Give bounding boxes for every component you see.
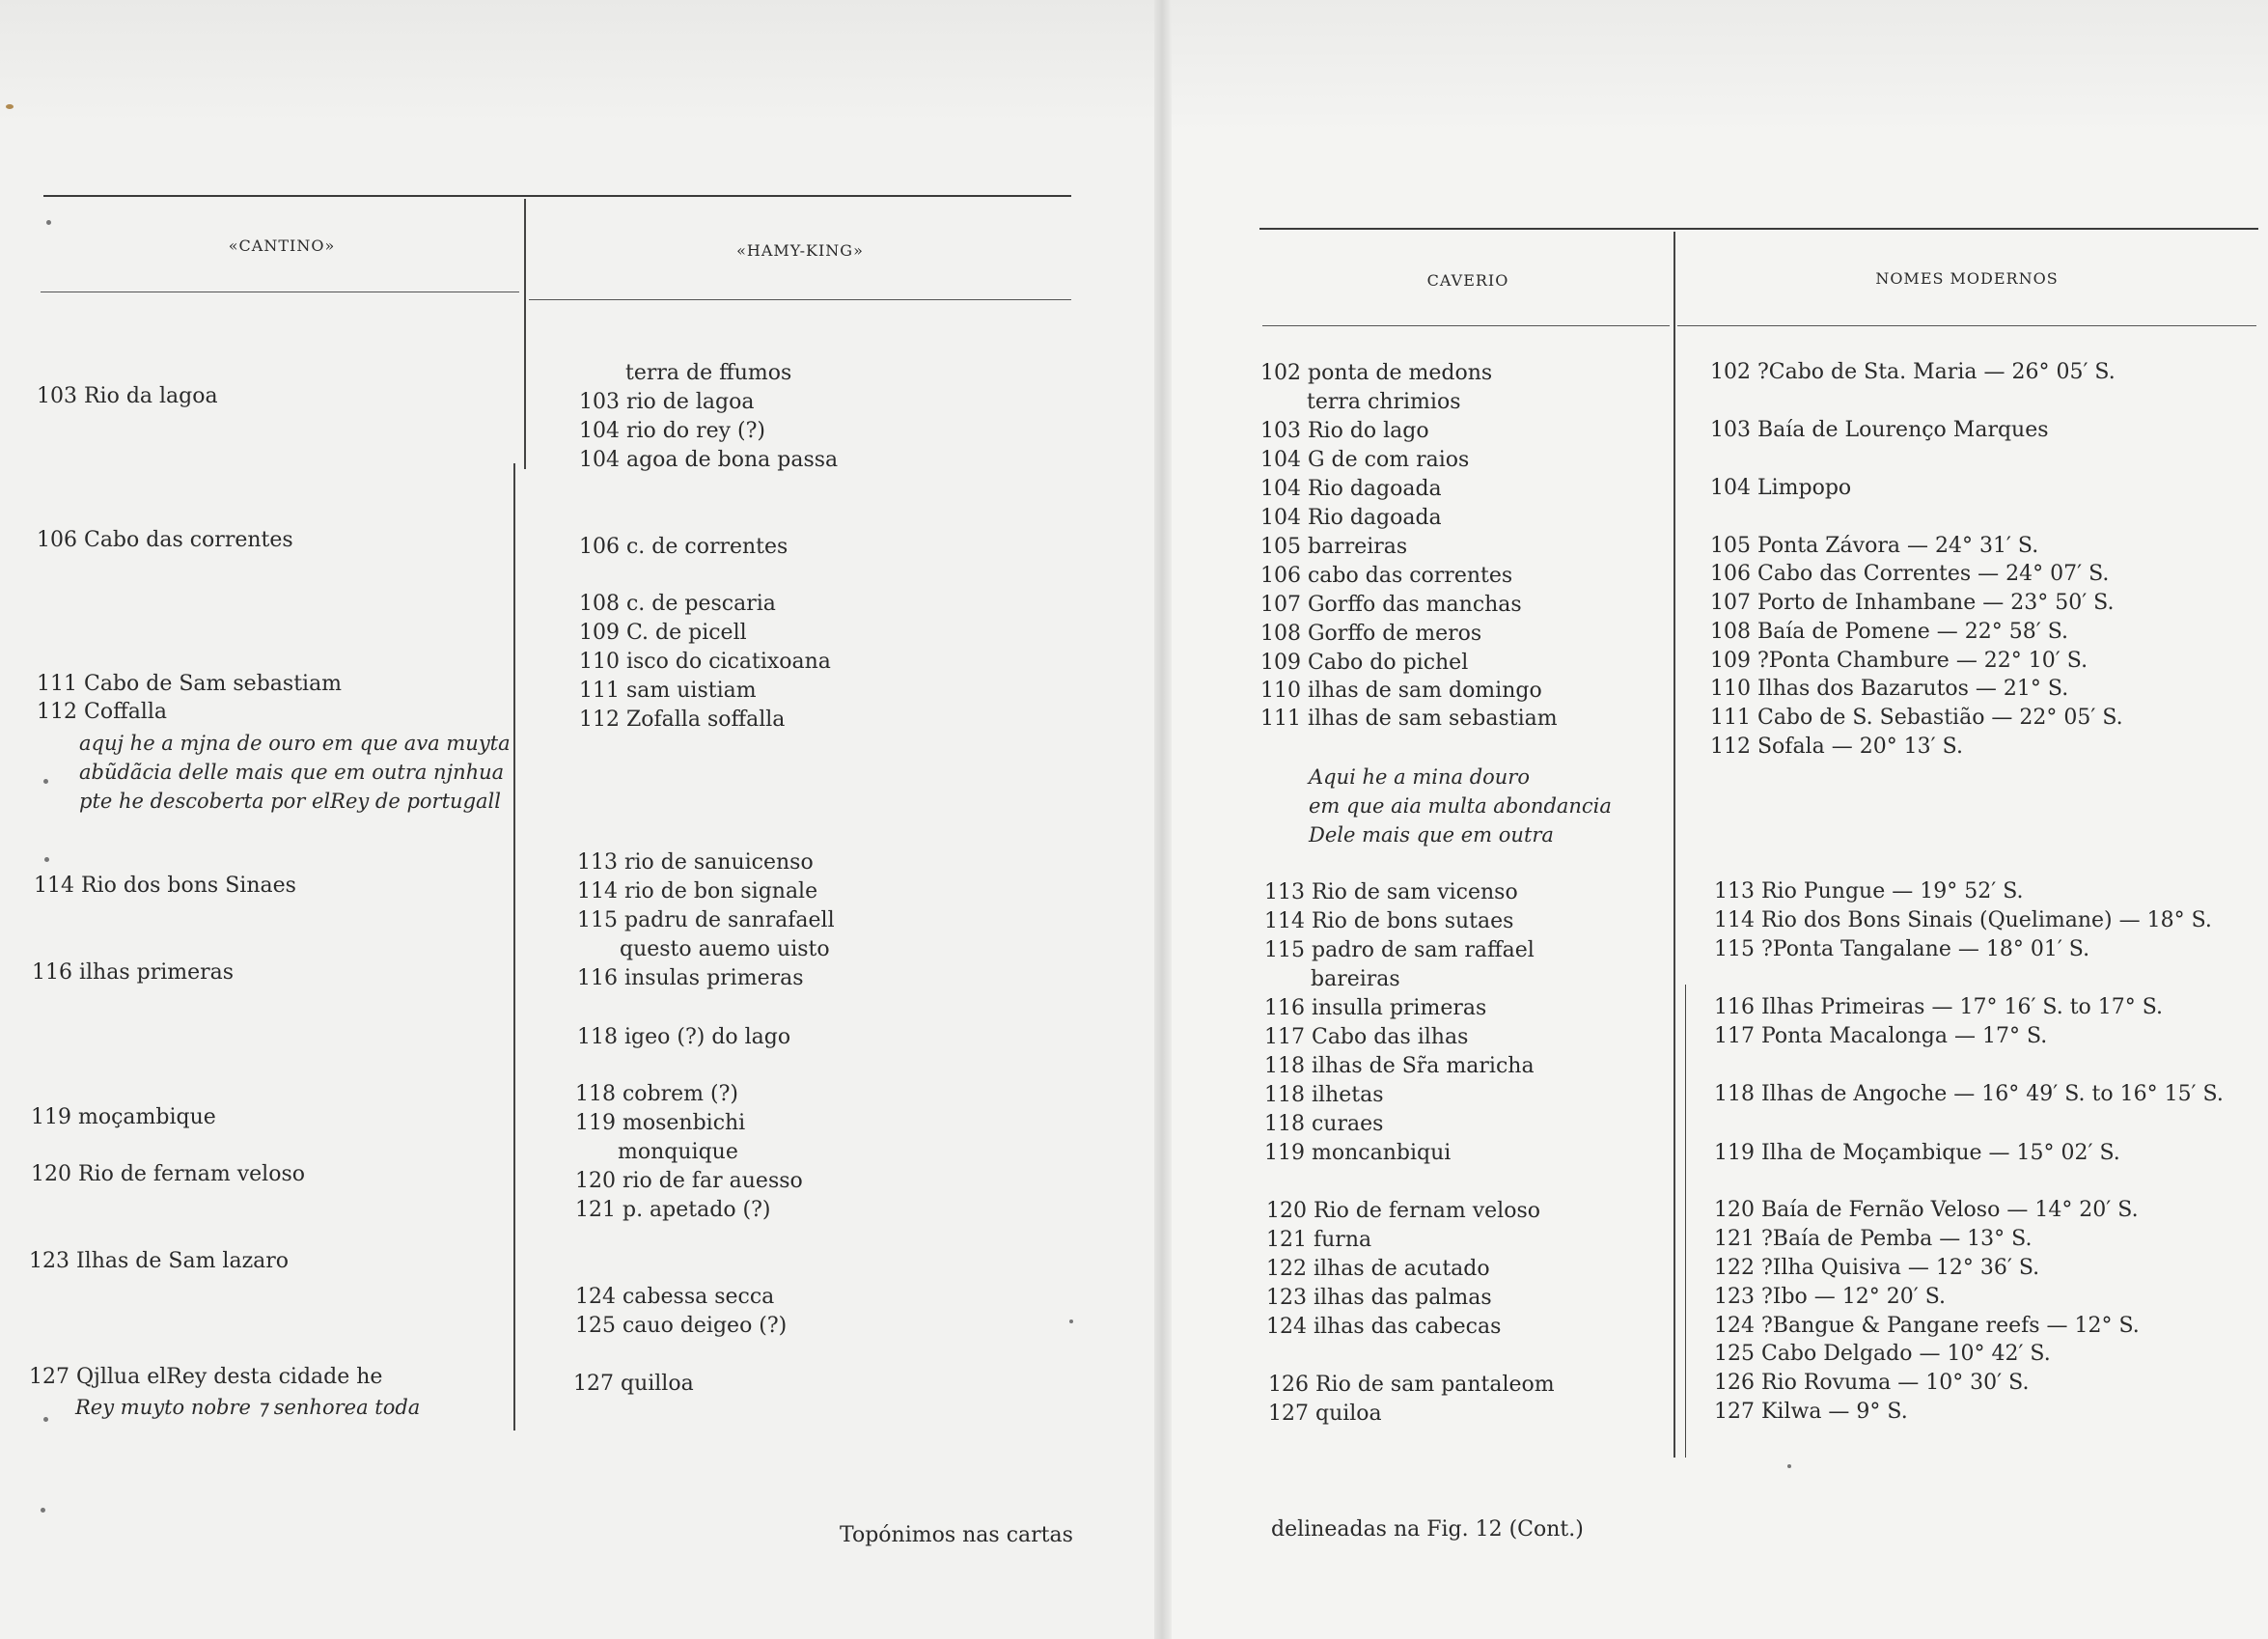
paper-speck	[43, 779, 48, 784]
hamy-entry: 114 rio de bon signale	[577, 879, 818, 903]
paper-speck	[6, 104, 14, 109]
caverio-note: em que aia multa abondancia	[1309, 794, 1612, 818]
caverio-entry: 118 curaes	[1264, 1112, 1384, 1136]
hamy-entry: 103 rio de lagoa	[579, 390, 755, 414]
paper-speck	[41, 1508, 45, 1513]
modern-name-entry: 106 Cabo das Correntes — 24° 07′ S.	[1710, 562, 2110, 586]
hamy-entry: 104 agoa de bona passa	[579, 448, 839, 472]
hamy-entry: 127 quilloa	[573, 1372, 694, 1396]
caverio-entry: 118 ilhetas	[1264, 1083, 1384, 1107]
hamy-entry: 120 rio de far auesso	[575, 1169, 803, 1193]
hamy-entry: 104 rio do rey (?)	[579, 419, 766, 443]
cantino-entry: 103 Rio da lagoa	[37, 384, 218, 408]
book-gutter	[1154, 0, 1172, 1639]
modern-name-entry: 120 Baía de Fernão Veloso — 14° 20′ S.	[1714, 1198, 2139, 1222]
caverio-entry: 110 ilhas de sam domingo	[1260, 679, 1542, 703]
modern-name-entry: 109 ?Ponta Chambure — 22° 10′ S.	[1710, 649, 2088, 673]
modern-name-entry: 102 ?Cabo de Sta. Maria — 26° 05′ S.	[1710, 360, 2116, 384]
header-rule-modernos	[1677, 325, 2256, 326]
modern-name-entry: 115 ?Ponta Tangalane — 18° 01′ S.	[1714, 937, 2090, 961]
cantino-entry: 119 moçambique	[31, 1105, 216, 1129]
caverio-entry: 122 ilhas de acutado	[1266, 1257, 1490, 1281]
modern-name-entry: 123 ?Ibo — 12° 20′ S.	[1714, 1285, 1947, 1309]
caverio-note: Aqui he a mina douro	[1309, 765, 1530, 789]
hamy-entry: 110 isco do cicatixoana	[579, 650, 831, 674]
column-divider-left-lower	[513, 463, 515, 1431]
modern-name-entry: 119 Ilha de Moçambique — 15° 02′ S.	[1714, 1141, 2120, 1165]
header-rule-hamy	[529, 299, 1071, 300]
caverio-entry: 124 ilhas das cabecas	[1266, 1315, 1502, 1339]
caverio-entry: 116 insulla primeras	[1264, 996, 1487, 1020]
caption-left: Topónimos nas cartas	[840, 1523, 1073, 1547]
column-divider-right	[1673, 232, 1675, 1458]
column-divider-left	[524, 199, 526, 469]
caverio-entry: 109 Cabo do pichel	[1260, 651, 1469, 675]
hamy-entry: 113 rio de sanuicenso	[577, 850, 814, 875]
caverio-entry: 111 ilhas de sam sebastiam	[1260, 707, 1558, 731]
hamy-entry: 118 igeo (?) do lago	[577, 1025, 791, 1049]
modern-name-entry: 118 Ilhas de Angoche — 16° 49′ S. to 16° 15′ S.	[1714, 1082, 2224, 1106]
cantino-note: Rey muyto nobre ⁊ senhorea toda	[75, 1396, 421, 1419]
header-cantino: «CANTINO»	[228, 236, 336, 255]
hamy-entry: 125 cauo deigeo (?)	[575, 1314, 788, 1338]
hamy-entry: 106 c. de correntes	[579, 535, 788, 559]
caverio-entry: 104 Rio dagoada	[1260, 506, 1442, 530]
caverio-entry: 113 Rio de sam vicenso	[1264, 880, 1518, 904]
cantino-entry: 127 Qjllua elRey desta cidade he	[29, 1365, 383, 1389]
hamy-entry: 121 p. apetado (?)	[575, 1198, 771, 1222]
cantino-note: abũdãcia delle mais que em outra njnhua	[79, 761, 505, 784]
caverio-entry: 105 barreiras	[1260, 535, 1408, 559]
caverio-entry: bareiras	[1311, 967, 1400, 991]
cantino-note: aquj he a mjna de ouro em que ava muyta	[79, 732, 511, 755]
paper-speck	[46, 220, 51, 225]
caverio-entry: 127 quiloa	[1268, 1402, 1382, 1426]
caverio-entry: 103 Rio do lago	[1260, 419, 1429, 443]
caverio-entry: 121 furna	[1266, 1228, 1372, 1252]
caverio-entry: 106 cabo das correntes	[1260, 564, 1513, 588]
header-caverio: CAVERIO	[1426, 271, 1509, 290]
hamy-entry: 118 cobrem (?)	[575, 1082, 738, 1106]
cantino-entry: 116 ilhas primeras	[32, 960, 235, 985]
modern-name-entry: 125 Cabo Delgado — 10° 42′ S.	[1714, 1342, 2051, 1366]
caverio-entry: 126 Rio de sam pantaleom	[1268, 1373, 1555, 1397]
hamy-entry: 124 cabessa secca	[575, 1285, 775, 1309]
top-rule-left	[43, 195, 1071, 197]
hamy-entry: 108 c. de pescaria	[579, 592, 776, 616]
modern-name-entry: 108 Baía de Pomene — 22° 58′ S.	[1710, 620, 2068, 644]
cantino-note: pte he descoberta por elRey de portugall	[79, 790, 501, 813]
modern-name-entry: 121 ?Baía de Pemba — 13° S.	[1714, 1227, 2033, 1251]
caverio-note: Dele mais que em outra	[1309, 823, 1554, 847]
modern-name-entry: 104 Limpopo	[1710, 476, 1852, 500]
header-hamy-king: «HAMY-KING»	[736, 241, 864, 260]
hamy-entry: terra de ffumos	[625, 361, 792, 385]
caverio-entry: 118 ilhas de Sr̃a maricha	[1264, 1054, 1535, 1078]
caverio-entry: 123 ilhas das palmas	[1266, 1286, 1492, 1310]
column-divider-right-lower	[1685, 985, 1686, 1458]
paper-speck	[44, 857, 49, 862]
modern-name-entry: 122 ?Ilha Quisiva — 12° 36′ S.	[1714, 1256, 2040, 1280]
cantino-entry: 123 Ilhas de Sam lazaro	[29, 1249, 290, 1273]
caverio-entry: terra chrimios	[1307, 390, 1461, 414]
caverio-entry: 104 G de com raios	[1260, 448, 1470, 472]
modern-name-entry: 110 Ilhas dos Bazarutos — 21° S.	[1710, 677, 2069, 701]
paper-speck	[1787, 1464, 1791, 1468]
cantino-entry: 106 Cabo das correntes	[37, 528, 293, 552]
caverio-entry: 104 Rio dagoada	[1260, 477, 1442, 501]
caverio-entry: 119 moncanbiqui	[1264, 1141, 1452, 1165]
cantino-entry: 114 Rio dos bons Sinaes	[34, 874, 296, 898]
caverio-entry: 114 Rio de bons sutaes	[1264, 909, 1514, 933]
hamy-entry: questo auemo uisto	[620, 937, 830, 961]
modern-name-entry: 107 Porto de Inhambane — 23° 50′ S.	[1710, 591, 2115, 615]
cantino-entry: 120 Rio de fernam veloso	[31, 1162, 306, 1186]
caverio-entry: 102 ponta de medons	[1260, 361, 1493, 385]
paper-speck	[43, 1417, 48, 1422]
cantino-entry: 112 Coffalla	[37, 700, 167, 724]
modern-name-entry: 111 Cabo de S. Sebastião — 22° 05′ S.	[1710, 706, 2123, 730]
top-rule-right	[1259, 228, 2258, 230]
paper-speck	[1069, 1320, 1073, 1323]
modern-name-entry: 124 ?Bangue & Pangane reefs — 12° S.	[1714, 1314, 2140, 1338]
caverio-entry: 107 Gorffo das manchas	[1260, 593, 1522, 617]
modern-name-entry: 116 Ilhas Primeiras — 17° 16′ S. to 17° S.	[1714, 995, 2164, 1019]
modern-name-entry: 105 Ponta Závora — 24° 31′ S.	[1710, 534, 2039, 558]
cantino-entry: 111 Cabo de Sam sebastiam	[37, 672, 343, 696]
hamy-entry: monquique	[618, 1140, 738, 1164]
hamy-entry: 109 C. de picell	[579, 621, 747, 645]
caption-right: delineadas na Fig. 12 (Cont.)	[1271, 1517, 1584, 1542]
header-nomes-modernos: NOMES MODERNOS	[1875, 269, 2059, 288]
caverio-entry: 117 Cabo das ilhas	[1264, 1025, 1469, 1049]
modern-name-entry: 103 Baía de Lourenço Marques	[1710, 418, 2049, 442]
modern-name-entry: 112 Sofala — 20° 13′ S.	[1710, 735, 1963, 759]
modern-name-entry: 113 Rio Pungue — 19° 52′ S.	[1714, 879, 2024, 903]
header-rule-caverio	[1262, 325, 1670, 326]
modern-name-entry: 127 Kilwa — 9° S.	[1714, 1400, 1908, 1424]
caverio-entry: 108 Gorffo de meros	[1260, 622, 1482, 646]
hamy-entry: 115 padru de sanrafaell	[577, 908, 835, 932]
hamy-entry: 116 insulas primeras	[577, 966, 804, 990]
hamy-entry: 119 mosenbichi	[575, 1111, 746, 1135]
caverio-entry: 120 Rio de fernam veloso	[1266, 1199, 1541, 1223]
hamy-entry: 112 Zofalla soffalla	[579, 708, 786, 732]
caverio-entry: 115 padro de sam raffael	[1264, 938, 1535, 962]
modern-name-entry: 126 Rio Rovuma — 10° 30′ S.	[1714, 1371, 2030, 1395]
modern-name-entry: 114 Rio dos Bons Sinais (Quelimane) — 18° S.	[1714, 908, 2212, 932]
modern-name-entry: 117 Ponta Macalonga — 17° S.	[1714, 1024, 2048, 1048]
hamy-entry: 111 sam uistiam	[579, 679, 757, 703]
